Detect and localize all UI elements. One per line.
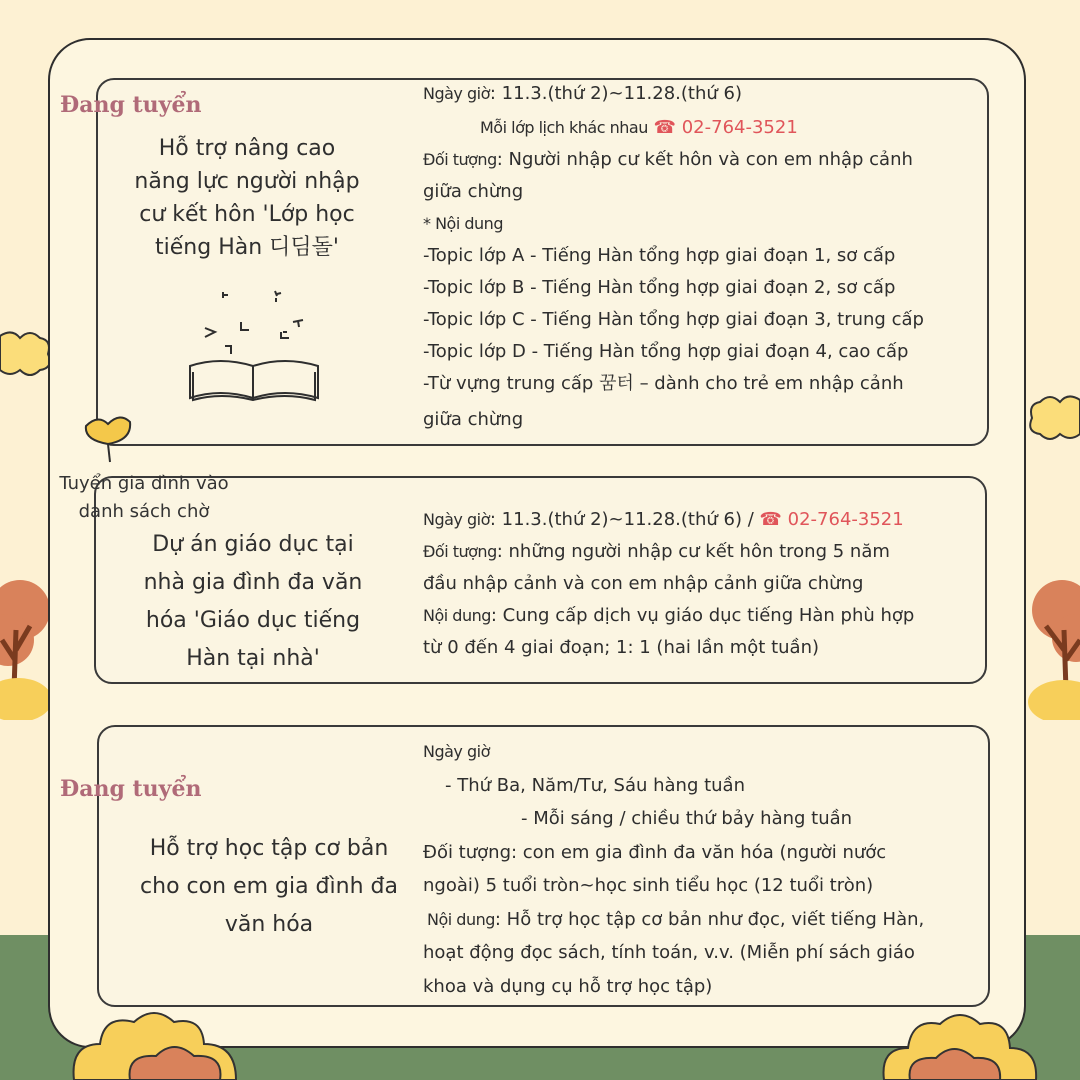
target-value-cont: giữa chừng	[423, 181, 524, 202]
section-1-title: Hỗ trợ nâng cao năng lực người nhập cư kết hôn 'Lớp học tiếng Hàn 디딤돌'	[134, 136, 360, 260]
status-label-recruiting: Đang tuyển	[60, 776, 202, 802]
content-value-cont: khoa và dụng cụ hỗ trợ học tập)	[423, 975, 713, 997]
tree-icon	[1026, 570, 1080, 720]
section-3-title: Hỗ trợ học tập cơ bản cho con em gia đình đa văn hóa	[140, 836, 398, 937]
target-value: : những người nhập cư kết hôn trong 5 năm	[496, 541, 890, 562]
content-value-cont: hoạt động đọc sách, tính toán, v.v. (Miễn phí sách giáo	[423, 942, 915, 963]
topic-item: -Topic lớp C - Tiếng Hàn tổng hợp giai đoạn 3, trung cấp	[423, 309, 924, 330]
content-label: * Nội dung	[423, 214, 503, 233]
content-label: Nội dung	[427, 909, 495, 929]
ginkgo-leaf-icon	[80, 410, 136, 466]
bush-icon	[880, 1004, 1040, 1080]
topic-item: -Topic lớp D - Tiếng Hàn tổng hợp giai đoạn 4, cao cấp	[423, 341, 909, 362]
target-label: Đối tượng	[423, 542, 497, 561]
target-value: : Người nhập cư kết hôn và con em nhập cảnh	[496, 149, 913, 170]
date-label: Ngày giờ	[423, 742, 490, 761]
phone-link[interactable]: ☎ 02-764-3521	[759, 509, 904, 530]
date-label: Ngày giờ	[423, 510, 490, 529]
topic-item: -Từ vựng trung cấp 꿈터 – dành cho trẻ em nhập cảnh	[423, 373, 904, 394]
phone-link[interactable]: ☎ 02-764-3521	[653, 117, 798, 138]
content-value: : Hỗ trợ học tập cơ bản như đọc, viết tiếng Hàn,	[494, 908, 925, 930]
cloud-icon	[1026, 394, 1080, 442]
target-line: Đối tượng: con em gia đình đa văn hóa (người nước	[423, 841, 887, 863]
schedule-line: - Mỗi sáng / chiều thứ bảy hàng tuần	[521, 808, 853, 829]
date-value: : 11.3.(thứ 2)~11.28.(thứ 6) /	[489, 509, 760, 530]
bush-icon	[70, 1004, 240, 1080]
topic-item-cont: giữa chừng	[423, 409, 524, 430]
cloud-icon	[0, 330, 52, 378]
topic-item: -Topic lớp B - Tiếng Hàn tổng hợp giai đoạn 2, sơ cấp	[423, 277, 896, 298]
section-2-details	[423, 504, 914, 664]
status-label-recruiting: Đang tuyển	[60, 92, 202, 118]
target-value-cont: đầu nhập cảnh và con em nhập cảnh giữa chừng	[423, 573, 864, 594]
date-label: Ngày giờ	[423, 84, 490, 103]
date-value: : 11.3.(thứ 2)~11.28.(thứ 6)	[489, 83, 742, 104]
target-label: Đối tượng	[423, 150, 497, 169]
content-value: : Cung cấp dịch vụ giáo dục tiếng Hàn phù hợp	[490, 605, 915, 626]
book-icon	[185, 286, 325, 404]
target-line: ngoài) 5 tuổi tròn~học sinh tiểu học (12 tuổi tròn)	[423, 875, 874, 896]
section-2-title: Dự án giáo dục tại nhà gia đình đa văn hóa 'Giáo dục tiếng Hàn tại nhà'	[143, 532, 363, 671]
status-label-waitlist: Tuyển gia đình vào danh sách chờ	[59, 473, 229, 522]
section-3-details	[423, 735, 924, 1003]
schedule-note: Mỗi lớp lịch khác nhau	[480, 118, 648, 137]
schedule-line: - Thứ Ba, Năm/Tư, Sáu hàng tuần	[445, 774, 745, 796]
tree-icon	[0, 570, 50, 720]
topic-item: -Topic lớp A - Tiếng Hàn tổng hợp giai đoạn 1, sơ cấp	[423, 245, 896, 266]
content-value-cont: từ 0 đến 4 giai đoạn; 1: 1 (hai lần một tuần)	[423, 637, 820, 658]
content-label: Nội dung	[423, 606, 491, 625]
section-1-details	[423, 78, 924, 436]
